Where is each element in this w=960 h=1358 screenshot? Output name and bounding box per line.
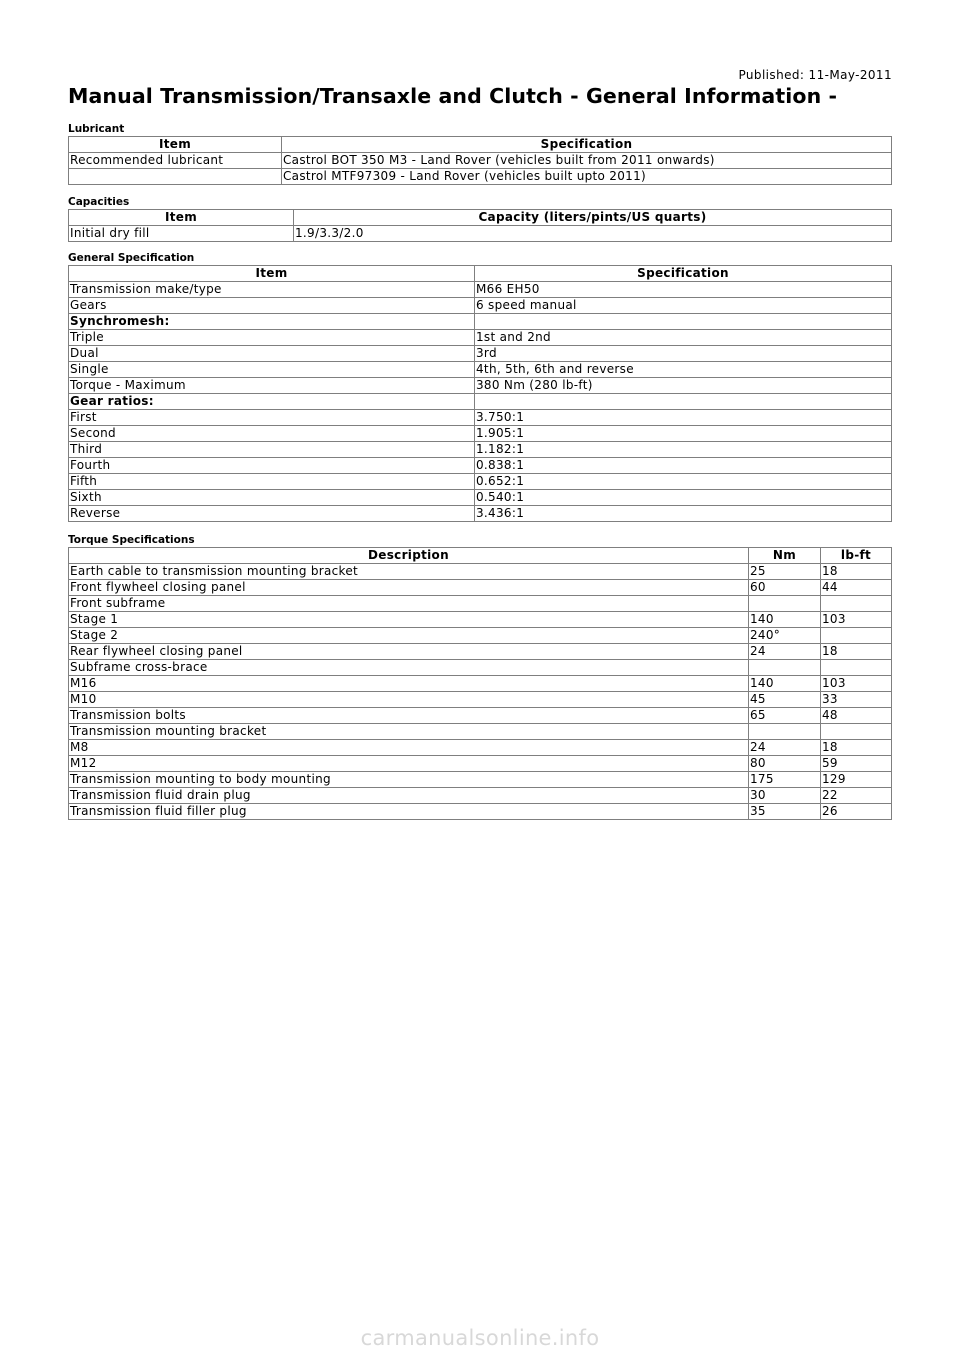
table-cell: Transmission make/type: [69, 282, 475, 298]
table-cell: Second: [69, 426, 475, 442]
table-cell-subheading: Synchromesh:: [69, 314, 475, 330]
table-cell: Front flywheel closing panel: [69, 580, 749, 596]
table-cell: Dual: [69, 346, 475, 362]
table-cell: [69, 169, 282, 185]
table-cell: 26: [821, 804, 892, 820]
table-cell: 44: [821, 580, 892, 596]
table-cell: Gears: [69, 298, 475, 314]
table-row: [69, 346, 892, 362]
table-row: [69, 692, 892, 708]
published-date: Published: 11-May-2011: [738, 68, 892, 82]
table-cell: 0.540:1: [475, 490, 892, 506]
table-row: [69, 458, 892, 474]
capacities-table: [68, 209, 892, 242]
table-cell: [821, 724, 892, 740]
table-row: [69, 628, 892, 644]
table-cell: M10: [69, 692, 749, 708]
table-cell: 18: [821, 740, 892, 756]
table-cell: 3.436:1: [475, 506, 892, 522]
column-header-nm: Nm: [749, 548, 821, 564]
table-cell: M12: [69, 756, 749, 772]
table-cell: Initial dry fill: [69, 226, 294, 242]
table-cell: Reverse: [69, 506, 475, 522]
table-row: [69, 362, 892, 378]
table-cell: 18: [821, 564, 892, 580]
table-header-row: [69, 210, 892, 226]
table-cell: [821, 596, 892, 612]
column-header-item: Item: [69, 210, 294, 226]
table-cell: 24: [749, 740, 821, 756]
table-cell: 1.905:1: [475, 426, 892, 442]
column-header-capacity: Capacity (liters/pints/US quarts): [294, 210, 892, 226]
torque-specifications-label: Torque Specifications: [68, 534, 195, 546]
table-row: [69, 676, 892, 692]
table-cell: 25: [749, 564, 821, 580]
table-header-row: [69, 137, 892, 153]
table-cell: 45: [749, 692, 821, 708]
table-row: [69, 580, 892, 596]
table-row: [69, 564, 892, 580]
table-cell: 1st and 2nd: [475, 330, 892, 346]
table-cell: Stage 1: [69, 612, 749, 628]
general-specification-table: [68, 265, 892, 522]
table-cell: 35: [749, 804, 821, 820]
table-cell: Front subframe: [69, 596, 749, 612]
table-cell: Fourth: [69, 458, 475, 474]
table-cell: 175: [749, 772, 821, 788]
torque-specifications-table: [68, 547, 892, 820]
table-row: [69, 282, 892, 298]
table-cell: 65: [749, 708, 821, 724]
lubricant-table: [68, 136, 892, 185]
table-cell: First: [69, 410, 475, 426]
table-row: [69, 612, 892, 628]
table-cell: M66 EH50: [475, 282, 892, 298]
column-header-specification: Specification: [282, 137, 892, 153]
table-cell: 1.182:1: [475, 442, 892, 458]
table-row: [69, 788, 892, 804]
table-row: [69, 708, 892, 724]
column-header-item: Item: [69, 137, 282, 153]
table-cell: Transmission fluid drain plug: [69, 788, 749, 804]
table-cell: 30: [749, 788, 821, 804]
table-row: [69, 442, 892, 458]
table-cell: Transmission mounting to body mounting: [69, 772, 749, 788]
table-row: [69, 169, 892, 185]
table-cell: 48: [821, 708, 892, 724]
table-cell: [475, 394, 892, 410]
table-cell: M8: [69, 740, 749, 756]
table-row: [69, 740, 892, 756]
table-row: [69, 314, 892, 330]
table-cell: [821, 660, 892, 676]
table-row: [69, 506, 892, 522]
table-row: [69, 724, 892, 740]
watermark-text: carmanualsonline.info: [360, 1326, 600, 1350]
table-row: [69, 226, 892, 242]
table-cell: 0.652:1: [475, 474, 892, 490]
table-cell: 129: [821, 772, 892, 788]
table-cell: Recommended lubricant: [69, 153, 282, 169]
table-cell: 22: [821, 788, 892, 804]
column-header-description: Description: [69, 548, 749, 564]
table-cell: 380 Nm (280 lb-ft): [475, 378, 892, 394]
table-cell: 140: [749, 612, 821, 628]
table-cell: 33: [821, 692, 892, 708]
table-cell: 3.750:1: [475, 410, 892, 426]
table-cell: Transmission mounting bracket: [69, 724, 749, 740]
table-cell: Stage 2: [69, 628, 749, 644]
table-cell: Rear flywheel closing panel: [69, 644, 749, 660]
table-row: [69, 772, 892, 788]
table-row: [69, 756, 892, 772]
table-cell: 240°: [749, 628, 821, 644]
table-cell: 59: [821, 756, 892, 772]
table-row: [69, 474, 892, 490]
table-cell: [821, 628, 892, 644]
lubricant-section: [68, 123, 892, 185]
table-row: [69, 490, 892, 506]
column-header-item: Item: [69, 266, 475, 282]
table-row: [69, 394, 892, 410]
capacities-label: Capacities: [68, 196, 130, 208]
table-cell: [749, 724, 821, 740]
table-cell: [475, 314, 892, 330]
table-cell: Earth cable to transmission mounting bracket: [69, 564, 749, 580]
table-cell: Castrol MTF97309 - Land Rover (vehicles built upto 2011): [282, 169, 892, 185]
table-row: [69, 804, 892, 820]
table-row: [69, 410, 892, 426]
lubricant-label: Lubricant: [68, 123, 125, 135]
table-cell: 3rd: [475, 346, 892, 362]
table-cell: Single: [69, 362, 475, 378]
table-cell: 140: [749, 676, 821, 692]
table-row: [69, 298, 892, 314]
table-row: [69, 153, 892, 169]
table-cell: 0.838:1: [475, 458, 892, 474]
table-cell: Torque - Maximum: [69, 378, 475, 394]
table-row: [69, 644, 892, 660]
table-cell: 80: [749, 756, 821, 772]
table-cell: Triple: [69, 330, 475, 346]
table-cell: Transmission bolts: [69, 708, 749, 724]
table-row: [69, 596, 892, 612]
table-cell: Sixth: [69, 490, 475, 506]
table-cell: 18: [821, 644, 892, 660]
table-cell: M16: [69, 676, 749, 692]
table-cell: 24: [749, 644, 821, 660]
general-specification-label: General Specification: [68, 252, 195, 264]
table-cell: 1.9/3.3/2.0: [294, 226, 892, 242]
table-cell: Transmission fluid filler plug: [69, 804, 749, 820]
table-cell: Subframe cross-brace: [69, 660, 749, 676]
table-cell: 4th, 5th, 6th and reverse: [475, 362, 892, 378]
table-row: [69, 330, 892, 346]
table-cell: 103: [821, 612, 892, 628]
table-cell-subheading: Gear ratios:: [69, 394, 475, 410]
column-header-specification: Specification: [475, 266, 892, 282]
column-header-lb-ft: lb-ft: [821, 548, 892, 564]
general-specification-section: [68, 252, 892, 522]
table-row: [69, 426, 892, 442]
table-cell: Fifth: [69, 474, 475, 490]
table-cell: 103: [821, 676, 892, 692]
torque-specifications-section: [68, 534, 892, 820]
table-cell: Third: [69, 442, 475, 458]
table-cell: 6 speed manual: [475, 298, 892, 314]
table-header-row: [69, 266, 892, 282]
table-cell: 60: [749, 580, 821, 596]
table-cell: [749, 660, 821, 676]
table-header-row: [69, 548, 892, 564]
table-cell: Castrol BOT 350 M3 - Land Rover (vehicles built from 2011 onwards): [282, 153, 892, 169]
capacities-section: [68, 196, 892, 242]
table-row: [69, 378, 892, 394]
table-cell: [749, 596, 821, 612]
page-title: Manual Transmission/Transaxle and Clutch - General Information -: [68, 84, 838, 108]
table-row: [69, 660, 892, 676]
